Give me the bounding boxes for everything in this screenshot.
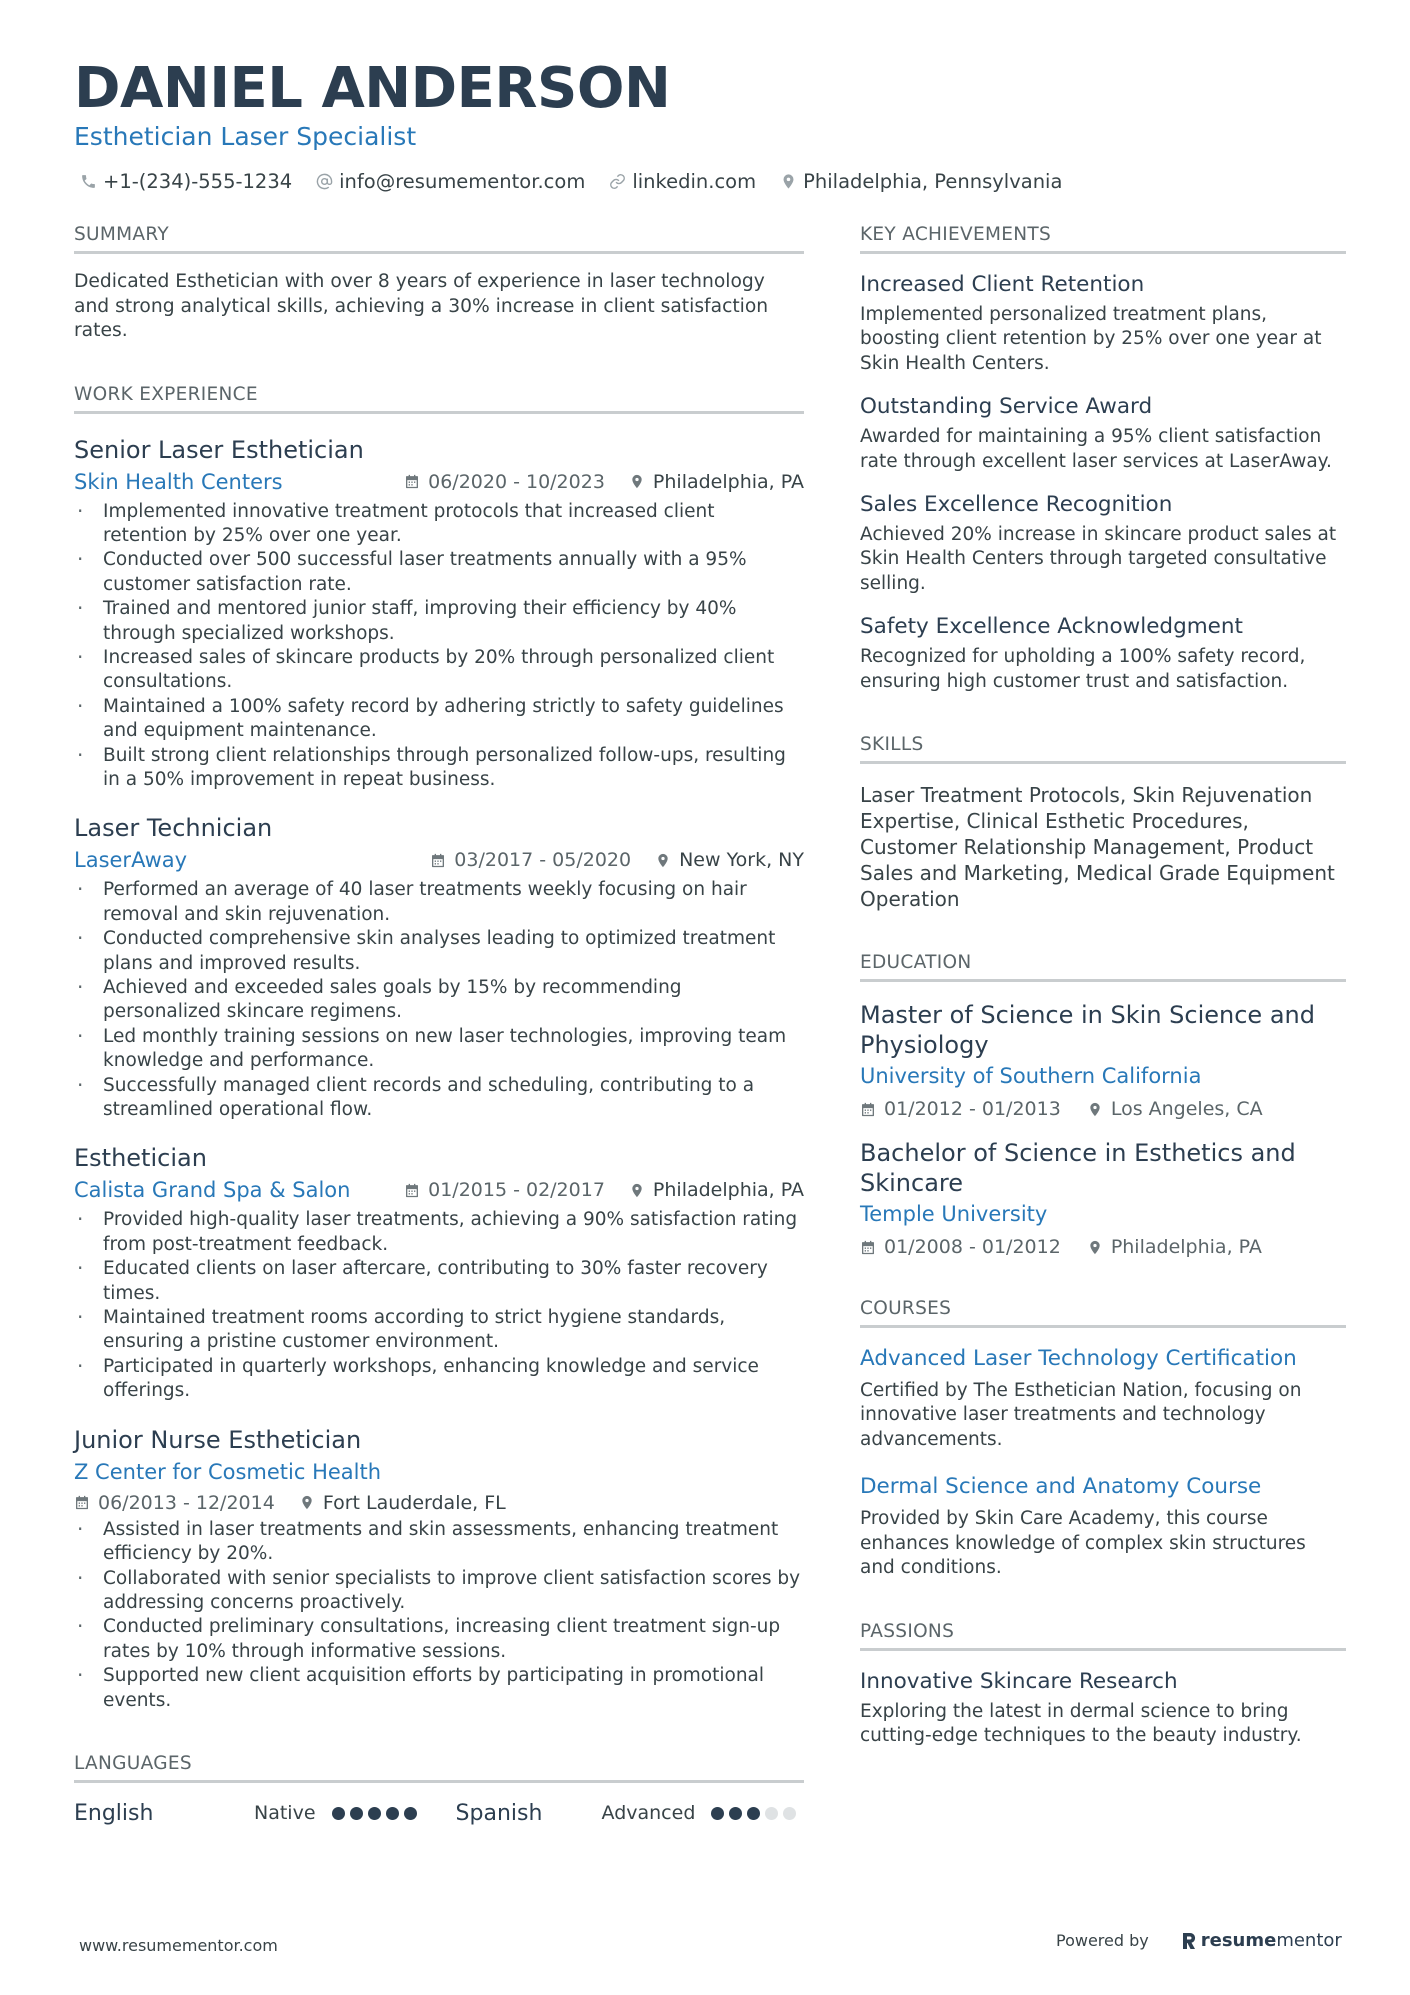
map-pin-icon	[629, 1182, 645, 1199]
course-item	[860, 1346, 1346, 1452]
job-bullets	[74, 1208, 804, 1403]
company-name: Z Center for Cosmetic Health	[74, 1459, 382, 1484]
job-location-text: Philadelphia, PA	[652, 1179, 804, 1202]
bullet-item: · Led monthly training sessions on new laser technologies, improving team knowledge and performance.	[74, 1025, 804, 1074]
job-location-text: Fort Lauderdale, FL	[322, 1491, 506, 1514]
bullet-item: · Trained and mentored junior staff, improving their efficiency by 40% through specialized workshops.	[74, 597, 804, 646]
bullet-item: · Conducted over 500 successful laser treatments annually with a 95% customer satisfaction rate.	[74, 548, 804, 597]
bullet-item: · Educated clients on laser aftercare, contributing to 30% faster recovery times.	[74, 1257, 804, 1306]
bullet-item: · Maintained a 100% safety record by adhering strictly to safety guidelines and equipment maintenance.	[74, 695, 804, 744]
map-pin-icon	[1087, 1101, 1103, 1118]
section-heading: KEY ACHIEVEMENTS	[860, 224, 1346, 254]
calendar-icon	[404, 473, 420, 490]
job-bullets	[74, 1518, 804, 1713]
bullet-item: · Built strong client relationships through personalized follow-ups, resulting in a 50% improvement in repeat business.	[74, 744, 804, 793]
achievement-desc: Implemented personalized treatment plans, boosting client retention by 25% over one year at Skin Health Centers.	[860, 304, 1322, 374]
brand-rest: mentor	[1276, 1930, 1342, 1951]
bullet-item: · Conducted preliminary consultations, increasing client treatment sign-up rates by 10% through informative sessions.	[74, 1615, 804, 1664]
contact-phone	[80, 170, 292, 193]
link-icon	[609, 173, 626, 190]
school-name: University of Southern California	[860, 1064, 1202, 1089]
footer-brand	[1056, 1930, 1342, 1951]
course-item	[860, 1474, 1346, 1580]
bullet-item: · Implemented innovative treatment protocols that increased client retention by 25% over one year.	[74, 500, 804, 549]
degree-title: Bachelor of Science in Esthetics and Skincare	[860, 1139, 1296, 1198]
language-level: Native	[254, 1802, 316, 1825]
company-name: LaserAway	[74, 848, 188, 873]
bullet-item: · Conducted comprehensive skin analyses leading to optimized treatment plans and improved results.	[74, 927, 804, 976]
course-title: Advanced Laser Technology Certification	[860, 1346, 1297, 1372]
course-desc: Certified by The Esthetician Nation, focusing on innovative laser treatments and technology advancements.	[860, 1380, 1302, 1450]
section-heading: COURSES	[860, 1298, 1346, 1328]
bullet-item: · Supported new client acquisition efforts by participating in promotional events.	[74, 1664, 804, 1713]
job-dates-text: 01/2015 - 02/2017	[428, 1179, 605, 1202]
achievement-item	[860, 272, 1346, 376]
company-name: Calista Grand Spa & Salon	[74, 1178, 351, 1203]
job-header-row	[74, 848, 804, 872]
job-title: Esthetician	[74, 1144, 207, 1173]
map-pin-icon	[299, 1494, 315, 1511]
powered-by-label: Powered by	[1056, 1931, 1149, 1950]
courses-section	[860, 1298, 1346, 1580]
job-header-row	[74, 470, 804, 494]
map-pin-icon	[655, 852, 671, 869]
phone-text: +1-(234)-555-1234	[103, 170, 293, 193]
education-location-text: Philadelphia, PA	[1110, 1236, 1262, 1259]
achievement-item	[860, 394, 1346, 474]
job-title: Laser Technician	[74, 814, 273, 843]
company-name: Skin Health Centers	[74, 469, 283, 494]
rating-dot-filled	[711, 1807, 724, 1820]
language-item	[74, 1801, 422, 1826]
language-rating	[332, 1807, 422, 1820]
rating-dot-filled	[332, 1807, 345, 1820]
calendar-icon	[404, 1182, 420, 1199]
education-meta	[860, 1098, 1346, 1120]
section-heading: LANGUAGES	[74, 1753, 804, 1783]
job-meta	[404, 1179, 804, 1201]
bullet-item: · Participated in quarterly workshops, enhancing knowledge and service offerings.	[74, 1355, 804, 1404]
education-location	[1087, 1098, 1263, 1120]
job-dates-text: 06/2020 - 10/2023	[428, 470, 605, 493]
job-entry	[74, 1144, 804, 1403]
section-heading: WORK EXPERIENCE	[74, 384, 804, 414]
job-meta	[74, 1492, 804, 1514]
summary-section	[74, 224, 804, 344]
achievement-title: Increased Client Retention	[860, 272, 1145, 297]
rating-dot-filled	[386, 1807, 399, 1820]
calendar-icon	[74, 1494, 90, 1511]
job-dates-text: 03/2017 - 05/2020	[454, 849, 632, 872]
achievements-section	[860, 224, 1346, 694]
brand-bold: resume	[1200, 1930, 1277, 1951]
education-item	[860, 1138, 1346, 1258]
education-meta	[860, 1236, 1346, 1258]
calendar-icon	[860, 1239, 876, 1256]
bullet-item: · Provided high-quality laser treatments, achieving a 90% satisfaction rating from post-treatment feedback.	[74, 1208, 804, 1257]
education-dates	[860, 1236, 1061, 1258]
job-dates	[404, 471, 605, 493]
section-heading: EDUCATION	[860, 952, 1346, 982]
experience-section	[74, 384, 804, 1713]
job-title: Junior Nurse Esthetician	[74, 1425, 362, 1454]
map-pin-icon	[1087, 1239, 1103, 1256]
achievement-item	[860, 614, 1346, 694]
achievement-desc: Recognized for upholding a 100% safety record, ensuring high customer trust and satisfaction.	[860, 646, 1306, 692]
education-dates	[860, 1098, 1061, 1120]
brand-logo[interactable]	[1181, 1930, 1342, 1951]
education-location	[1087, 1236, 1262, 1258]
map-pin-icon	[780, 173, 797, 190]
phone-icon	[80, 173, 97, 190]
location-text: Philadelphia, Pennsylvania	[803, 170, 1063, 193]
bullet-item: · Assisted in laser treatments and skin assessments, enhancing treatment efficiency by 20%.	[74, 1518, 804, 1567]
course-title: Dermal Science and Anatomy Course	[860, 1474, 1262, 1500]
passion-item	[860, 1669, 1346, 1749]
job-dates	[404, 1179, 605, 1201]
section-heading: PASSIONS	[860, 1621, 1346, 1651]
achievement-desc: Awarded for maintaining a 95% client satisfaction rate through excellent laser services at LaserAway.	[860, 426, 1332, 472]
education-item	[860, 1000, 1346, 1120]
job-location	[629, 1179, 804, 1201]
section-heading: SKILLS	[860, 734, 1346, 764]
rating-dot-filled	[404, 1807, 417, 1820]
job-location-text: New York, NY	[679, 849, 804, 872]
contact-linkedin[interactable]	[609, 170, 756, 193]
job-dates	[74, 1492, 275, 1514]
skills-section	[860, 734, 1346, 912]
rating-dot-filled	[350, 1807, 363, 1820]
job-entry	[74, 1426, 804, 1713]
footer-website[interactable]: www.resumementor.com	[79, 1936, 278, 1955]
job-entry	[74, 814, 804, 1122]
education-dates-text: 01/2012 - 01/2013	[884, 1098, 1061, 1121]
job-bullets	[74, 878, 804, 1122]
bullet-item: · Collaborated with senior specialists to improve client satisfaction scores by addressing concerns proactively.	[74, 1567, 804, 1616]
rating-dot-filled	[747, 1807, 760, 1820]
bullet-item: · Performed an average of 40 laser treatments weekly focusing on hair removal and skin rejuvenation.	[74, 878, 804, 927]
bullet-item: · Increased sales of skincare products by 20% through personalized client consultations.	[74, 646, 804, 695]
achievement-desc: Achieved 20% increase in skincare product sales at Skin Health Centers through targeted consultative selling.	[860, 524, 1337, 594]
language-item	[456, 1801, 802, 1826]
bullet-item: · Achieved and exceeded sales goals by 15% by recommending personalized skincare regimens.	[74, 976, 804, 1025]
language-name: Spanish	[455, 1800, 543, 1826]
passions-section	[860, 1621, 1346, 1749]
education-section	[860, 952, 1346, 1258]
languages-section	[74, 1753, 804, 1826]
right-column	[860, 224, 1346, 1748]
candidate-name: DANIEL ANDERSON	[74, 56, 671, 121]
achievement-title: Safety Excellence Acknowledgment	[860, 614, 1243, 640]
candidate-title: Esthetician Laser Specialist	[74, 122, 417, 151]
job-dates	[430, 849, 631, 871]
job-meta	[404, 471, 804, 493]
map-pin-icon	[629, 473, 645, 490]
job-location-text: Philadelphia, PA	[652, 470, 804, 493]
bullet-item: · Successfully managed client records and scheduling, contributing to a streamlined operational flow.	[74, 1074, 804, 1123]
languages-row	[74, 1801, 804, 1826]
rating-dot-empty	[765, 1807, 778, 1820]
calendar-icon	[430, 852, 446, 869]
job-meta	[430, 849, 804, 871]
contact-email[interactable]	[316, 170, 585, 193]
calendar-icon	[860, 1101, 876, 1118]
contact-location	[780, 170, 1062, 193]
course-desc: Provided by Skin Care Academy, this course enhances knowledge of complex skin structures and conditions.	[860, 1508, 1306, 1579]
education-location-text: Los Angeles, CA	[1110, 1098, 1263, 1121]
language-level: Advanced	[601, 1802, 696, 1825]
job-dates-text: 06/2013 - 12/2014	[98, 1491, 275, 1514]
job-location	[299, 1492, 506, 1514]
achievement-title: Sales Excellence Recognition	[860, 492, 1173, 518]
email-text: info@resumementor.com	[339, 170, 586, 193]
job-bullets	[74, 500, 804, 793]
bullet-item: · Maintained treatment rooms according to strict hygiene standards, ensuring a pristine customer environment.	[74, 1306, 804, 1355]
resumementor-logo-icon	[1181, 1932, 1197, 1950]
achievement-item	[860, 492, 1346, 596]
section-heading: SUMMARY	[74, 224, 804, 254]
skills-text: Laser Treatment Protocols, Skin Rejuvenation Expertise, Clinical Esthetic Procedures, Customer Relationship Management, Product Sales and Marketing, Medical Grade Equipment Operation	[860, 783, 1335, 912]
passion-desc: Exploring the latest in dermal science to bring cutting-edge techniques to the beauty industry.	[860, 1700, 1302, 1746]
left-column	[74, 224, 804, 1826]
summary-text: Dedicated Esthetician with over 8 years of experience in laser technology and strong analytical skills, achieving a 30% increase in client satisfaction rates.	[74, 271, 769, 341]
at-icon	[316, 173, 333, 190]
linkedin-text: linkedin.com	[632, 170, 757, 193]
contact-bar	[80, 170, 1086, 193]
school-name: Temple University	[860, 1202, 1048, 1227]
job-location	[655, 849, 804, 871]
language-name: English	[74, 1800, 154, 1826]
job-title: Senior Laser Esthetician	[74, 435, 364, 464]
degree-title: Master of Science in Skin Science and Physiology	[860, 1001, 1315, 1060]
job-location	[629, 471, 804, 493]
passion-title: Innovative Skincare Research	[860, 1668, 1178, 1694]
rating-dot-empty	[783, 1807, 796, 1820]
achievement-title: Outstanding Service Award	[860, 394, 1153, 420]
education-dates-text: 01/2008 - 01/2012	[884, 1236, 1061, 1259]
rating-dot-filled	[729, 1807, 742, 1820]
job-header-row	[74, 1178, 804, 1202]
language-rating	[711, 1807, 801, 1820]
rating-dot-filled	[368, 1807, 381, 1820]
job-entry	[74, 436, 804, 793]
